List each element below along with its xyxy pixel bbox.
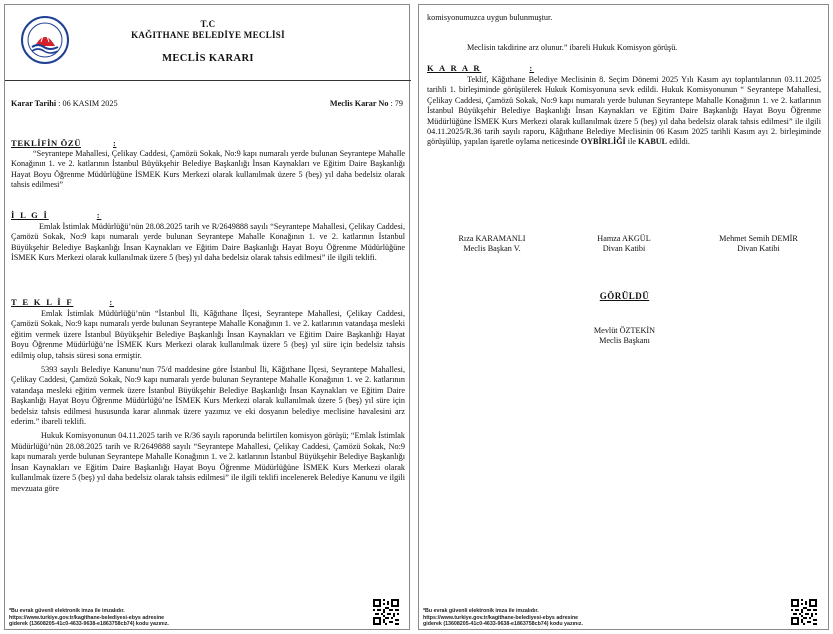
decision-number-value: : 79 xyxy=(390,99,403,108)
signature-block-mayor xyxy=(419,326,830,347)
signatory-title: Meclis Başkan V. xyxy=(463,244,521,254)
section-proposal-summary xyxy=(11,138,405,191)
proposal-paragraph-3: Hukuk Komisyonunun 04.11.2025 tarih ve R/36 sayılı raporunda belirtilen komisyon görüşü; “Emlak İstimlak Müdürlüğü’nün 28.08.2025 tarih ve R/2649888 sayılı “Seyrantepe Mahallesi, Çelikay Caddesi, Çamözü Sokak, No:9 kapı numaralı yerde bulunan Seyrantepe Mahalle Konağının 1. ve 2. katlarının İstanbul Büyükşehir Belediye Başkanlığı İnsan Kaynakları ve Eğitim Daire Başkanlığı Hayat Boyu Öğrenme Müdürlüğüne İSMEK Kurs Merkezi olarak kullanılmak üzere 5 (beş) yıl daha bedelsiz olarak tahsis edilmesi” ile ilgili teklifi incelenerek Belediye Kanunu ve ilgili mevzuata göre xyxy=(11,431,405,493)
decision-date-label: Karar Tarihi xyxy=(11,99,57,108)
signatory-title: Divan Katibi xyxy=(602,244,646,254)
section-decision xyxy=(427,63,821,148)
esignature-footer xyxy=(423,608,583,628)
footer-line-3: giderek (13608205-41c0-4633-9638-e1863758cb74) kodu yazınız. xyxy=(9,621,169,628)
signatory-name: Mevlüt ÖZTEKİN xyxy=(593,326,656,335)
decision-number xyxy=(330,99,403,109)
unanimity-word: OYBİRLİĞİ xyxy=(580,137,626,147)
header-tc: T.C xyxy=(200,19,216,29)
seen-heading: GÖRÜLDÜ xyxy=(599,291,650,301)
section-heading: K A R A R : xyxy=(427,63,535,73)
commission-request-text: Meclisin takdirine arz olunur.” ibareli Hukuk Komisyon görüşü. xyxy=(467,43,678,52)
decision-page-left xyxy=(4,4,410,630)
signatory-name: Rıza KARAMANLI xyxy=(458,234,526,243)
accept-word: KABUL xyxy=(638,137,668,147)
section-reference xyxy=(11,210,405,264)
qr-code-icon xyxy=(791,599,817,625)
decision-number-label: Meclis Karar No xyxy=(329,99,389,108)
decision-page-right xyxy=(418,4,829,630)
header-council-name: KAĞITHANE BELEDİYE MECLİSİ xyxy=(131,30,285,40)
section-heading: TEKLİFİN ÖZÜ : xyxy=(11,138,117,148)
signatory-name: Hamza AKGÜL xyxy=(597,234,651,243)
section-heading: İ L G İ : xyxy=(11,210,102,220)
signature-block-clerk-1 xyxy=(559,234,689,255)
continuation-text: komisyonumuzca uygun bulunmuştur. xyxy=(427,13,553,22)
document-title: MECLİS KARARI xyxy=(162,53,254,64)
decision-date-value: : 06 KASIM 2025 xyxy=(58,99,118,108)
footer-line-3: giderek (13608205-41c0-4633-9638-e1863758cb74) kodu yazınız. xyxy=(423,621,583,628)
section-proposal xyxy=(11,297,405,494)
signatory-title: Meclis Başkanı xyxy=(599,336,650,346)
qr-code-icon xyxy=(373,599,399,625)
proposal-paragraph-1: Emlak İstimlak Müdürlüğü’nün “İstanbul İli, Kâğıthane İlçesi, Seyrantepe Mahallesi, Çelikay Caddesi, Çamözü Sokak, No:9 kapı numaralı yerde bulunan Seyrantepe Mahalle Konağının 1. ve 2. katlarının vatandaşa mesleki eğitim vermek üzere İstanbul Büyükşehir Belediye Başkanlığı İnsan Kaynakları ve Eğitim Daire Başkanlığı Hayat Boyu Öğrenme Müdürlüğü’ne İSMEK Kurs Merkezi olarak kullanılmak üzere 5 (beş) yıl süre için bedelsiz tahsis edilmiş olup, tahsis süresi sona ermiştir. xyxy=(11,309,405,360)
proposal-paragraph-2: 5393 sayılı Belediye Kanunu’nun 75/d maddesine göre İstanbul İli, Kâğıthane İlçesi, Seyrantepe Mahallesi, Çelikay Caddesi, Çamözü Sokak, No:9 kapı numaralı yerde bulunan Seyrantepe Mahalle Konağının 1. ve 2. katlarının vatandaşa mesleki eğitim vermek üzere İstanbul Büyükşehir Belediye Başkanlığı İnsan Kaynakları ve Eğitim Daire Başkanlığı Hayat Boyu Öğrenme Müdürlüğü’ne İSMEK Kurs Merkezi olarak kullanılmak üzere 5 (beş) yıl süre için bedelsiz tahsis edilmesi hususunda karar alınmak üzere yazımız ve eki dosyanın belediye meclisine havalesini arz ederim.” ibareli teklifi. xyxy=(11,365,405,427)
footer-line-1: *Bu evrak güvenli elektronik imza ile imzalıdır. xyxy=(423,608,539,614)
decision-text: Teklif, Kâğıthane Belediye Meclisinin 8. Seçim Dönemi 2025 Yılı Kasım ayı toplantılarının 03.11.2025 tarihli 1. birleşiminde görüşülerek Hukuk Komisyonuna sevk edildi. Hukuk Komisyonunun “ Seyrantepe Mahallesi, Çelikay Caddesi, Çamözü Sokak, No:9 kapı numaralı yerde bulunan Seyrantepe Mahalle Konağının 1. ve 2. katlarının İstanbul Büyükşehir Belediye Başkanlığı İnsan Kaynakları ve Eğitim Daire Başkanlığı Hayat Boyu Öğrenme Müdürlüğüne İSMEK Kurs Merkezi olarak kullanılmak üzere 5 (beş) yıl daha bedelsiz olarak tahsis edilmesi” ile ilgili 04.11.2025/R.36 tarih sayılı raporu, Kâğıthane Belediye Meclisinin 06 Kasım 2025 tarihli Kasım ayı 2. birleşiminde görüşülüp, yapılan işaretle oylama neticesinde OYBİRLİĞİ ile KABUL edildi. xyxy=(427,75,821,147)
reference-text: Emlak İstimlak Müdürlüğü’nün 28.08.2025 tarih ve R/2649888 sayılı “Seyrantepe Mahallesi, Çelikay Caddesi, Çamözü Sokak, No:9 kapı numaralı yerde bulunan Seyrantepe Mahalle Konağının 1. ve 2. katlarının İstanbul Büyükşehir Belediye Başkanlığı İnsan Kaynakları ve Eğitim Daire Başkanlığı Hayat Boyu Öğrenme Müdürlüğüne İSMEK Kurs Merkezi olarak kullanılmak üzere 5 (beş) yıl daha bedelsiz olarak tahsis edilmesi” ile ilgili teklifi. xyxy=(11,222,405,263)
section-heading: T E K L İ F : xyxy=(11,297,115,307)
esignature-footer xyxy=(9,608,169,628)
decision-date xyxy=(11,99,118,109)
proposal-summary-text: “Seyrantepe Mahallesi, Çelikay Caddesi, Çamözü Sokak, No:9 kapı numaralı yerde bulunan Seyrantepe Mahalle Konağının 1. ve 2. katlarının İstanbul Büyükşehir Belediye Başkanlığı İnsan Kaynakları ve Eğitim Daire Başkanlığı Hayat Boyu Öğrenme Müdürlüğüne İSMEK Kurs Merkezi olarak kullanılmak üzere 5 (beş) yıl daha bedelsiz olarak tahsis edilmesi” xyxy=(11,149,405,190)
signature-block-chair xyxy=(427,234,557,255)
signatory-name: Mehmet Semih DEMİR xyxy=(719,234,798,243)
header-divider xyxy=(5,80,411,81)
signatory-title: Divan Katibi xyxy=(737,244,780,254)
footer-line-2: https://www.turkiye.gov.tr/kagithane-belediyesi-ebys adresine xyxy=(9,614,165,621)
signature-block-clerk-2 xyxy=(691,234,826,255)
footer-line-2: https://www.turkiye.gov.tr/kagithane-belediyesi-ebys adresine xyxy=(423,614,579,621)
footer-line-1: *Bu evrak güvenli elektronik imza ile imzalıdır. xyxy=(9,608,125,614)
